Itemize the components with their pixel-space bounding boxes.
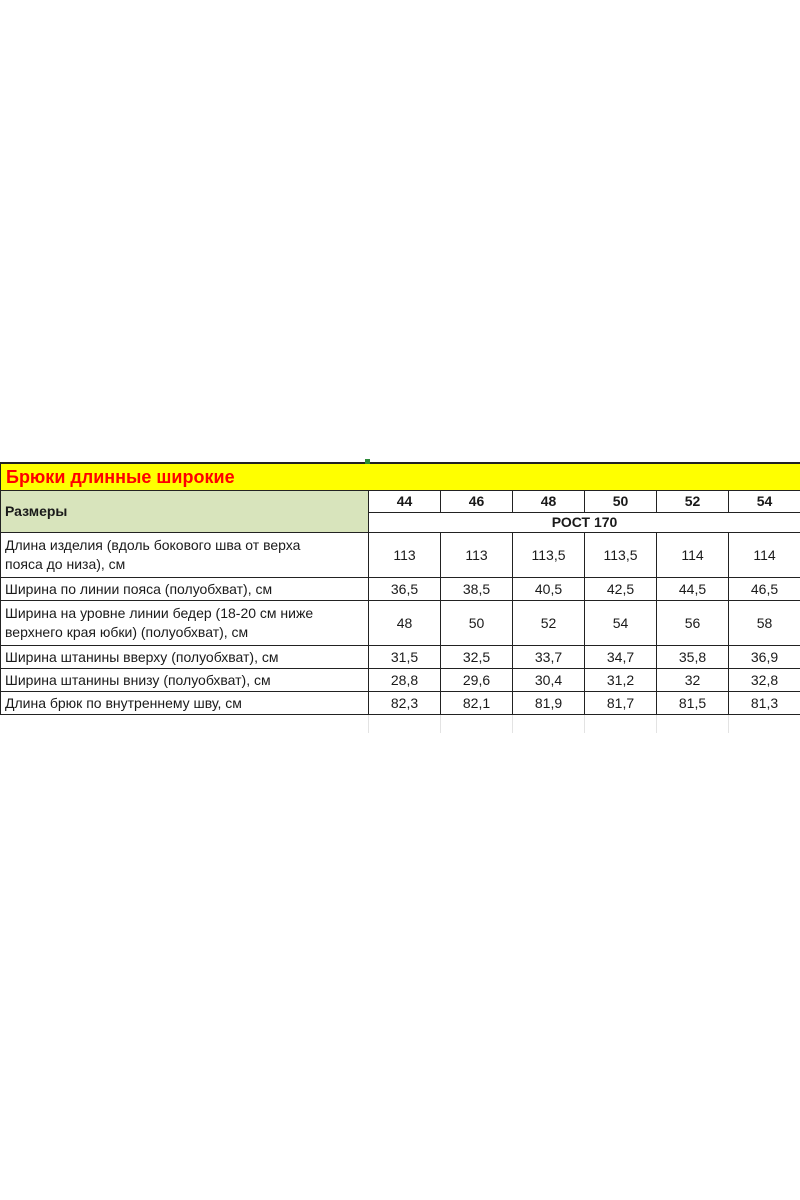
measurement-value: 46,5 (729, 578, 800, 601)
measurement-value: 31,5 (369, 646, 441, 669)
measurement-value: 82,1 (441, 692, 513, 715)
measurement-value: 36,9 (729, 646, 800, 669)
table-row (1, 669, 800, 692)
measurement-value: 35,8 (657, 646, 729, 669)
measurement-value: 113 (369, 533, 441, 578)
measurement-value: 113,5 (513, 533, 585, 578)
measurement-value: 50 (441, 601, 513, 646)
measurement-value: 52 (513, 601, 585, 646)
size-header: 48 (513, 491, 585, 513)
measurement-value: 81,7 (585, 692, 657, 715)
parameter-line: Длина изделия (вдоль бокового шва от верха (5, 537, 301, 553)
measurement-value: 28,8 (369, 669, 441, 692)
parameter-line: Длина брюк по внутреннему шву, см (5, 694, 242, 711)
measurement-value: 81,5 (657, 692, 729, 715)
size-chart-sheet (0, 462, 800, 733)
size-header: 54 (729, 491, 800, 513)
size-header: 50 (585, 491, 657, 513)
measurement-value: 54 (585, 601, 657, 646)
measurement-value: 48 (369, 601, 441, 646)
measurement-value: 29,6 (441, 669, 513, 692)
measurement-value: 113,5 (585, 533, 657, 578)
parameter-name (1, 646, 369, 669)
measurement-value: 44,5 (657, 578, 729, 601)
measurement-value: 32,8 (729, 669, 800, 692)
size-chart-table (0, 462, 800, 733)
empty-cell (369, 715, 441, 734)
table-row (1, 578, 800, 601)
measurement-value: 42,5 (585, 578, 657, 601)
table-row (1, 533, 800, 578)
parameter-line: Ширина штанины внизу (полуобхват), см (5, 671, 271, 688)
parameter-name (1, 692, 369, 715)
measurement-value: 38,5 (441, 578, 513, 601)
parameter-line: Ширина на уровне линии бедер (18-20 см ниже (5, 605, 314, 621)
measurement-value: 56 (657, 601, 729, 646)
empty-cell (729, 715, 800, 734)
parameter-line: верхнего края юбки) (полуобхват), см (5, 624, 249, 640)
measurement-value: 114 (657, 533, 729, 578)
parameter-name (1, 669, 369, 692)
measurement-value: 32,5 (441, 646, 513, 669)
measurement-value: 113 (441, 533, 513, 578)
empty-grid-row (1, 715, 800, 734)
table-row (1, 692, 800, 715)
measurement-value: 30,4 (513, 669, 585, 692)
table-row (1, 646, 800, 669)
measurement-value: 40,5 (513, 578, 585, 601)
measurement-value: 32 (657, 669, 729, 692)
measurements-body (1, 533, 800, 715)
sizes-label: Размеры (1, 491, 369, 533)
measurement-value: 36,5 (369, 578, 441, 601)
size-header: 46 (441, 491, 513, 513)
size-header: 52 (657, 491, 729, 513)
empty-cell (1, 715, 369, 734)
parameter-name (1, 578, 369, 601)
measurement-value: 58 (729, 601, 800, 646)
table-title: Брюки длинные широкие (1, 463, 800, 491)
measurement-value: 81,3 (729, 692, 800, 715)
measurement-value: 82,3 (369, 692, 441, 715)
measurement-value: 34,7 (585, 646, 657, 669)
parameter-line: Ширина по линии пояса (полуобхват), см (5, 580, 273, 597)
cell-selection-marker (365, 459, 370, 464)
empty-cell (585, 715, 657, 734)
table-row (1, 601, 800, 646)
empty-cell (657, 715, 729, 734)
title-row (1, 463, 800, 491)
empty-cell (441, 715, 513, 734)
size-header: 44 (369, 491, 441, 513)
parameter-line: пояса до низа), см (5, 556, 126, 572)
parameter-name (1, 533, 369, 578)
parameter-name (1, 601, 369, 646)
parameter-line: Ширина штанины вверху (полуобхват), см (5, 648, 279, 665)
measurement-value: 114 (729, 533, 800, 578)
measurement-value: 33,7 (513, 646, 585, 669)
measurement-value: 31,2 (585, 669, 657, 692)
measurement-value: 81,9 (513, 692, 585, 715)
empty-cell (513, 715, 585, 734)
height-label: РОСТ 170 (369, 513, 800, 533)
sizes-header-row (1, 491, 800, 513)
